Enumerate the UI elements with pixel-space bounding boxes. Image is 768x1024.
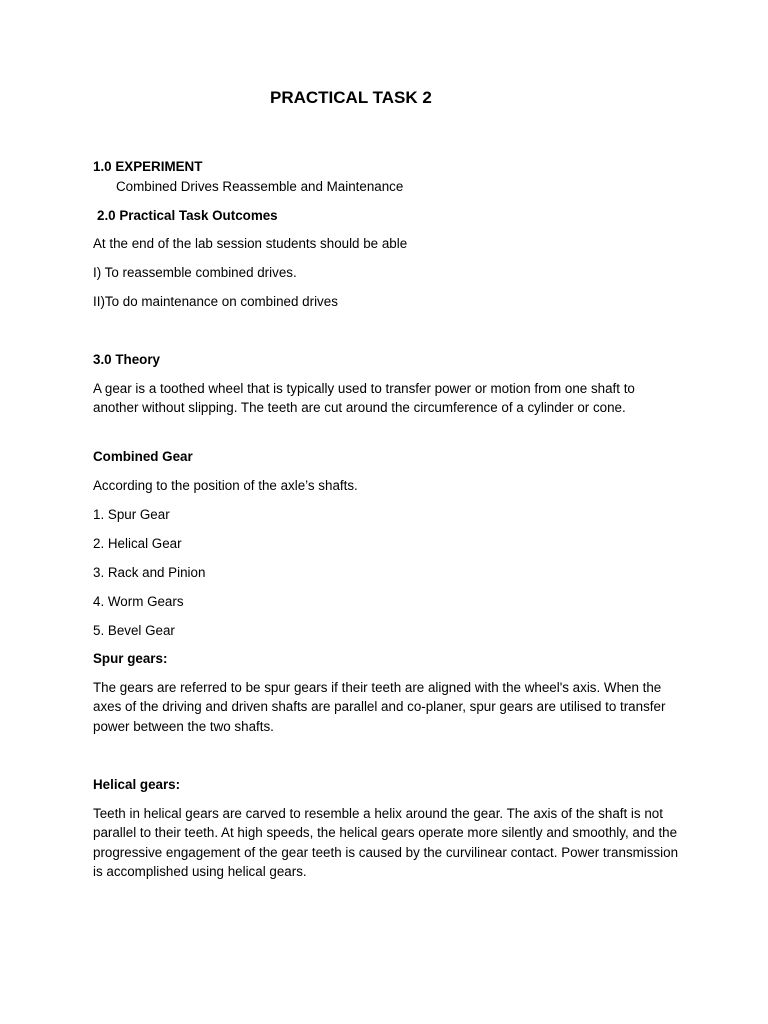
outcomes-intro: At the end of the lab session students should be able [93, 236, 408, 251]
outcome-item: II)To do maintenance on combined drives [93, 294, 338, 309]
spur-gears-heading: Spur gears: [93, 651, 168, 666]
gear-list-item: 2. Helical Gear [93, 536, 182, 551]
gear-list-item: 4. Worm Gears [93, 594, 184, 609]
spur-gears-paragraph: The gears are referred to be spur gears if their teeth are aligned with the wheel's axis. When the axes of the driving and driven shafts are parallel and co-planer, spur gears are utilised to transfer power between the two shafts. [93, 680, 666, 734]
outcomes-heading: 2.0 Practical Task Outcomes [97, 208, 278, 223]
gear-list-item: 3. Rack and Pinion [93, 565, 206, 580]
gear-list-item: 1. Spur Gear [93, 507, 170, 522]
helical-gears-heading: Helical gears: [93, 777, 181, 792]
experiment-heading: 1.0 EXPERIMENT [93, 159, 203, 174]
outcome-item: I) To reassemble combined drives. [93, 265, 297, 280]
combined-gear-intro: According to the position of the axle’s shafts. [93, 478, 358, 493]
page-title: PRACTICAL TASK 2 [270, 88, 432, 107]
helical-gears-paragraph: Teeth in helical gears are carved to resemble a helix around the gear. The axis of the shaft is not parallel to their teeth. At high speeds, the helical gears operate more silently and smoothly, and the progressive engagement of the gear teeth is caused by the curvilinear contact. Power transmission is accomplished using helical gears. [93, 806, 679, 879]
theory-heading: 3.0 Theory [93, 352, 160, 367]
theory-paragraph: A gear is a toothed wheel that is typically used to transfer power or motion from one shaft to another without slipping. The teeth are cut around the circumference of a cylinder or cone. [93, 381, 635, 416]
combined-gear-heading: Combined Gear [93, 449, 193, 464]
experiment-name: Combined Drives Reassemble and Maintenance [116, 179, 404, 194]
gear-list-item: 5. Bevel Gear [93, 623, 175, 638]
